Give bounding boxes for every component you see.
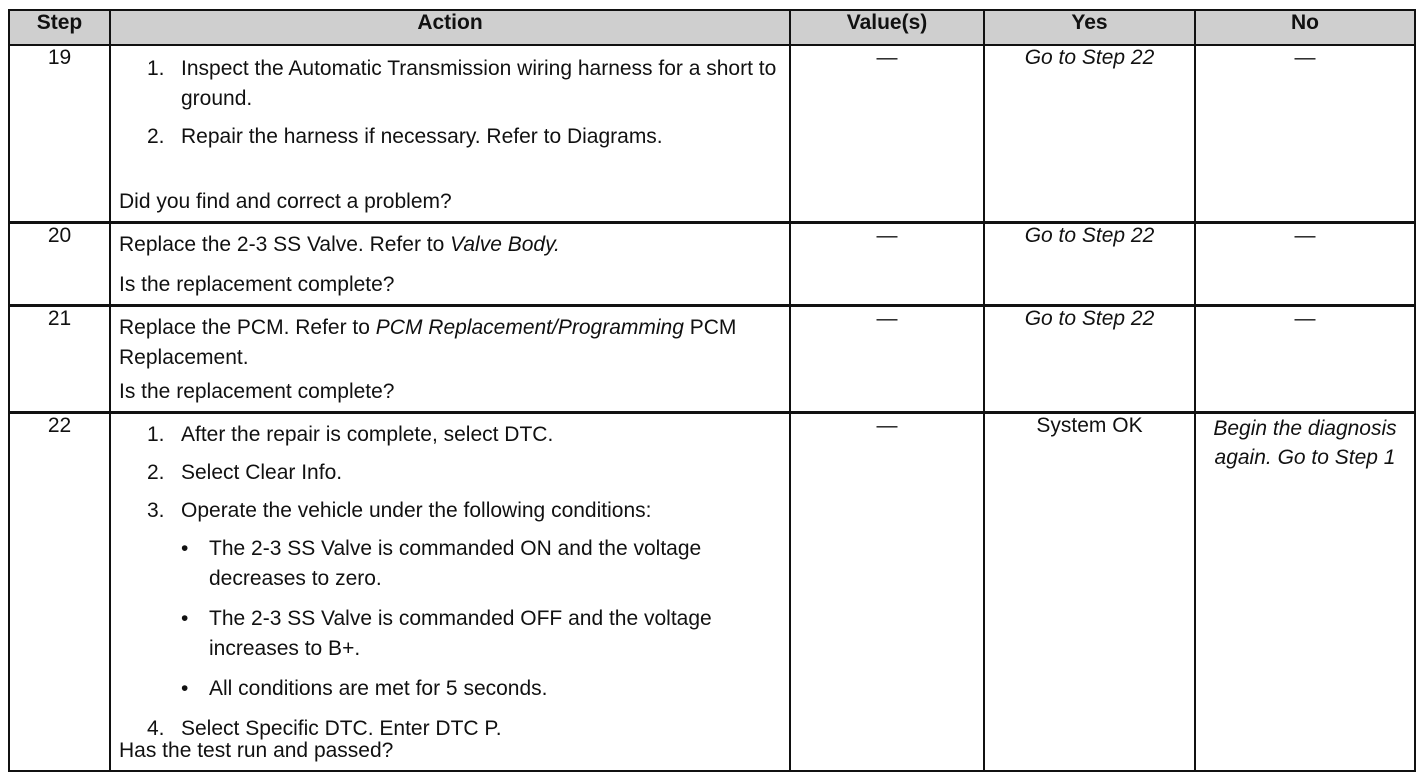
- value-cell: —: [790, 45, 984, 223]
- step-number: 21: [9, 306, 110, 413]
- yes-cell: Go to Step 22: [984, 223, 1195, 306]
- bullet-item: [181, 534, 783, 594]
- bullet-icon: •: [181, 677, 189, 700]
- action-cell: [110, 306, 790, 413]
- table-row-step-20: [9, 223, 1415, 306]
- table-row-step-21: [9, 306, 1415, 413]
- bullet-item: [181, 674, 783, 704]
- no-cell: —: [1195, 45, 1415, 223]
- item-text: Inspect the Automatic Transmission wiring harness for a short to ground.: [181, 57, 777, 110]
- bullet-icon: •: [181, 607, 189, 630]
- header-values: Value(s): [790, 10, 984, 45]
- no-cell: —: [1195, 306, 1415, 413]
- header-action: Action: [110, 10, 790, 45]
- item-text: Select Clear Info.: [181, 461, 343, 484]
- item-text: Repair the harness if necessary. Refer to Diagrams.: [181, 125, 663, 148]
- header-no: No: [1195, 10, 1415, 45]
- header-yes: Yes: [984, 10, 1195, 45]
- action-text: [119, 230, 783, 260]
- value-cell: —: [790, 413, 984, 772]
- reference-link: Valve Body.: [450, 233, 560, 256]
- item-number: 1.: [147, 423, 165, 446]
- bullet-item: [181, 604, 783, 664]
- item-text: Select Specific DTC. Enter DTC P.: [181, 717, 502, 740]
- no-cell: —: [1195, 223, 1415, 306]
- yes-cell: System OK: [984, 413, 1195, 772]
- list-item: [147, 54, 783, 114]
- value-cell: —: [790, 223, 984, 306]
- table-row-step-22: [9, 413, 1415, 772]
- reference-link: PCM Replacement/Programming: [375, 316, 684, 339]
- action-text-main: Replace the PCM. Refer to: [119, 316, 376, 339]
- list-item: [147, 496, 783, 526]
- step-number: 19: [9, 45, 110, 223]
- question-text: Has the test run and passed?: [119, 739, 394, 762]
- table-row-step-19: [9, 45, 1415, 223]
- question-text: Did you find and correct a problem?: [119, 190, 452, 213]
- action-text: [119, 313, 783, 373]
- item-number: 3.: [147, 499, 165, 522]
- bullet-text: The 2-3 SS Valve is commanded ON and the voltage decreases to zero.: [209, 537, 702, 590]
- item-text: Operate the vehicle under the following conditions:: [181, 499, 652, 522]
- yes-cell: Go to Step 22: [984, 45, 1195, 223]
- list-item: [147, 420, 783, 450]
- item-number: 1.: [147, 57, 165, 80]
- bullet-icon: •: [181, 537, 189, 560]
- action-cell: [110, 45, 790, 223]
- bullet-text: The 2-3 SS Valve is commanded OFF and the voltage increases to B+.: [209, 607, 712, 660]
- header-row: [9, 10, 1415, 45]
- diagnostic-table: [8, 9, 1416, 772]
- action-text-tail: PCM Replacement.: [119, 316, 737, 369]
- yes-cell: Go to Step 22: [984, 306, 1195, 413]
- step-number: 20: [9, 223, 110, 306]
- no-cell: Begin the diagnosis again. Go to Step 1: [1195, 413, 1415, 772]
- list-item: [147, 122, 783, 152]
- header-step: Step: [9, 10, 110, 45]
- action-cell: [110, 413, 790, 772]
- item-text: After the repair is complete, select DTC.: [181, 423, 554, 446]
- value-cell: —: [790, 306, 984, 413]
- item-number: 2.: [147, 461, 165, 484]
- bullet-text: All conditions are met for 5 seconds.: [209, 677, 548, 700]
- question-text: Is the replacement complete?: [119, 380, 395, 403]
- item-number: 4.: [147, 717, 165, 740]
- step-number: 22: [9, 413, 110, 772]
- list-item: [147, 458, 783, 488]
- item-number: 2.: [147, 125, 165, 148]
- action-text-main: Replace the 2-3 SS Valve. Refer to: [119, 233, 451, 256]
- question-text: Is the replacement complete?: [119, 273, 395, 296]
- action-cell: [110, 223, 790, 306]
